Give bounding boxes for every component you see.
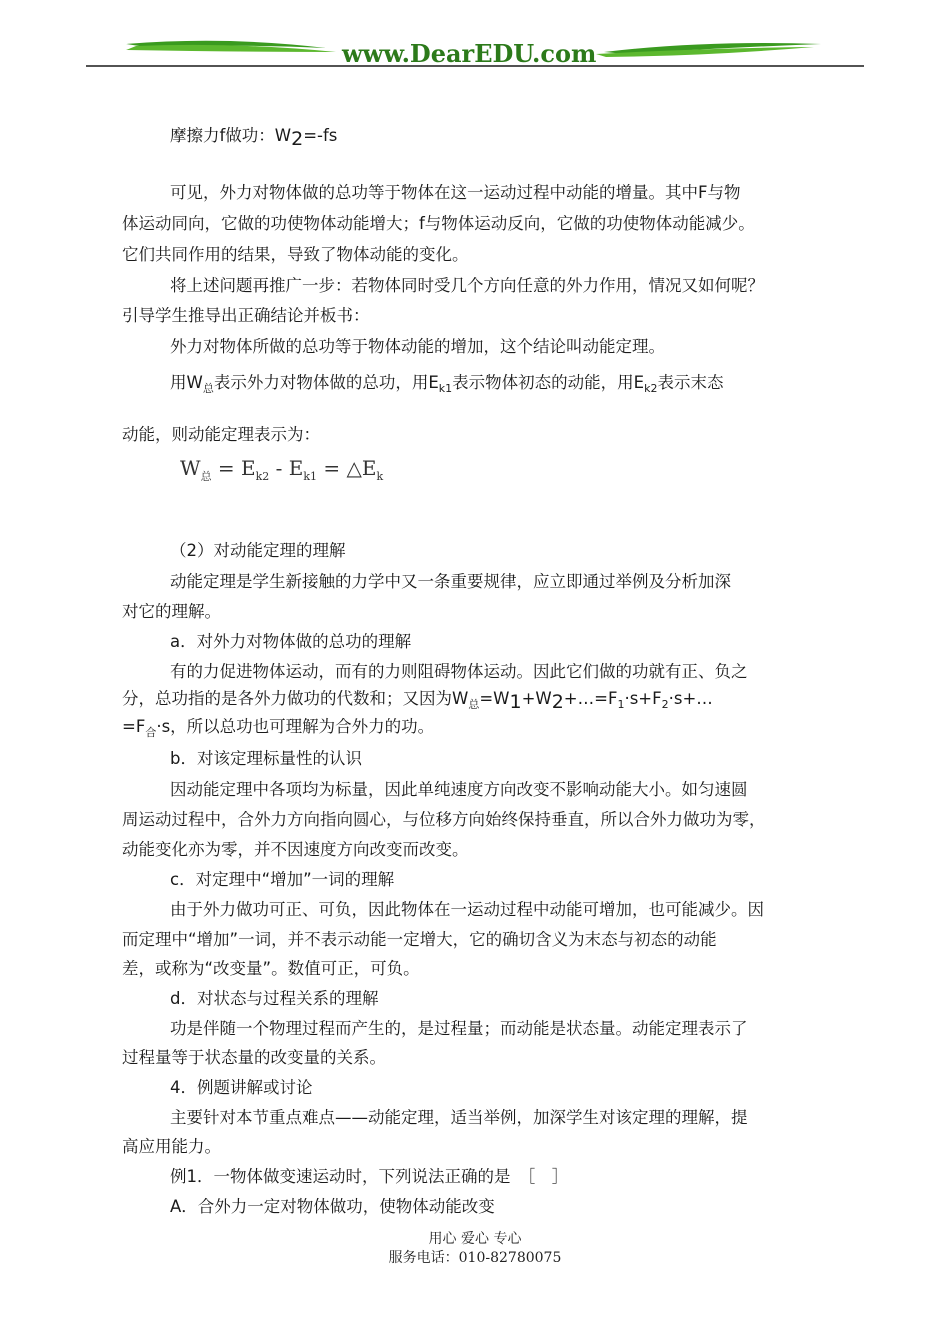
logo-text: www.DearEDU.com (342, 39, 597, 68)
paragraph-line: 有的力促进物体运动，而有的力则阻碍物体运动。因此它们做的功就有正、负之 (170, 662, 748, 681)
theorem-statement: 外力对物体所做的总功等于物体动能的增加，这个结论叫动能定理。 (170, 337, 665, 356)
subsection-heading: a．对外力对物体做的总功的理解 (170, 632, 412, 651)
paragraph-line: 差，或称为“改变量”。数值可正，可负。 (122, 959, 420, 978)
paragraph-line: 主要针对本节重点难点——动能定理，适当举例，加深学生对该定理的理解，提 (170, 1108, 748, 1127)
subsection-heading: d．对状态与过程关系的理解 (170, 989, 379, 1008)
example-question: 例1．一物体做变速运动时，下列说法正确的是 ［ ］ (170, 1167, 569, 1186)
paragraph-line: 动能变化亦为零，并不因速度方向改变而改变。 (122, 840, 469, 859)
paragraph-line: 它们共同作用的结果，导致了物体动能的变化。 (122, 245, 469, 264)
section-heading: （2）对动能定理的理解 (170, 541, 346, 560)
paragraph-line: 由于外力做功可正、可负，因此物体在一运动过程中动能可增加，也可能减少。因 (170, 900, 764, 919)
answer-option-a: A．合外力一定对物体做功，使物体动能改变 (170, 1197, 495, 1216)
section-heading: 4．例题讲解或讨论 (170, 1078, 313, 1097)
footer-slogan: 用心 爱心 专心 (428, 1231, 522, 1247)
paragraph-line: 将上述问题再推广一步：若物体同时受几个方向任意的外力作用，情况又如何呢？ (170, 276, 764, 295)
paragraph-line: 而定理中“增加”一词，并不表示动能一定增大，它的确切含义为末态与初态的动能 (122, 930, 717, 949)
subsection-heading: c．对定理中“增加”一词的理解 (170, 870, 395, 889)
paragraph-line: 周运动过程中，合外力方向指向圆心，与位移方向始终保持垂直，所以合外力做功为零， (122, 810, 766, 829)
paragraph-line: 动能定理是学生新接触的力学中又一条重要规律，应立即通过举例及分析加深 (170, 572, 731, 591)
paragraph-line: 动能，则动能定理表示为： (122, 425, 320, 444)
dearedu-logo (86, 30, 864, 70)
footer-phone: 服务电话：010-82780075 (388, 1250, 562, 1266)
paragraph-line: 可见，外力对物体做的总功等于物体在这一运动过程中动能的增量。其中F与物 (170, 183, 741, 202)
paragraph-line: 功是伴随一个物理过程而产生的，是过程量；而动能是状态量。动能定理表示了 (170, 1019, 748, 1038)
kinetic-energy-theorem-formula: $W_总 = E_{k2} - E_{k1}$ = $\triangle E_k$ (180, 456, 384, 483)
page-header (86, 30, 864, 70)
paragraph-line: $=F_合\cdot s$，所以总功也可理解为合外力的功。 (122, 717, 435, 739)
notation-line: 用$W_总$表示外力对物体做的总功，用$E_{k1}$表示物体初态的动能，用$E_{k2}$表示末态 (170, 373, 724, 395)
paragraph-line: 引导学生推导出正确结论并板书： (122, 306, 370, 325)
paragraph-line: 高应用能力。 (122, 1137, 221, 1156)
paragraph-line: 因动能定理中各项均为标量，因此单纯速度方向改变不影响动能大小。如匀速圆 (170, 780, 748, 799)
paragraph-line: 对它的理解。 (122, 602, 221, 621)
subsection-heading: b．对该定理标量性的认识 (170, 749, 362, 768)
paragraph-line: 过程量等于状态量的改变量的关系。 (122, 1048, 386, 1067)
total-work-equation-line: 分，总功指的是各外力做功的代数和；又因为$W_总=W_1+W_2+\dots=F_1\cdot s+F_2\cdot s+\dots$ (122, 689, 713, 713)
friction-work-line: 摩擦力f做功：$W_2=-fs$ (170, 126, 338, 150)
paragraph-line: 体运动同向，它做的功使物体动能增大；f与物体运动反向，它做的功使物体动能减少。 (122, 214, 755, 233)
